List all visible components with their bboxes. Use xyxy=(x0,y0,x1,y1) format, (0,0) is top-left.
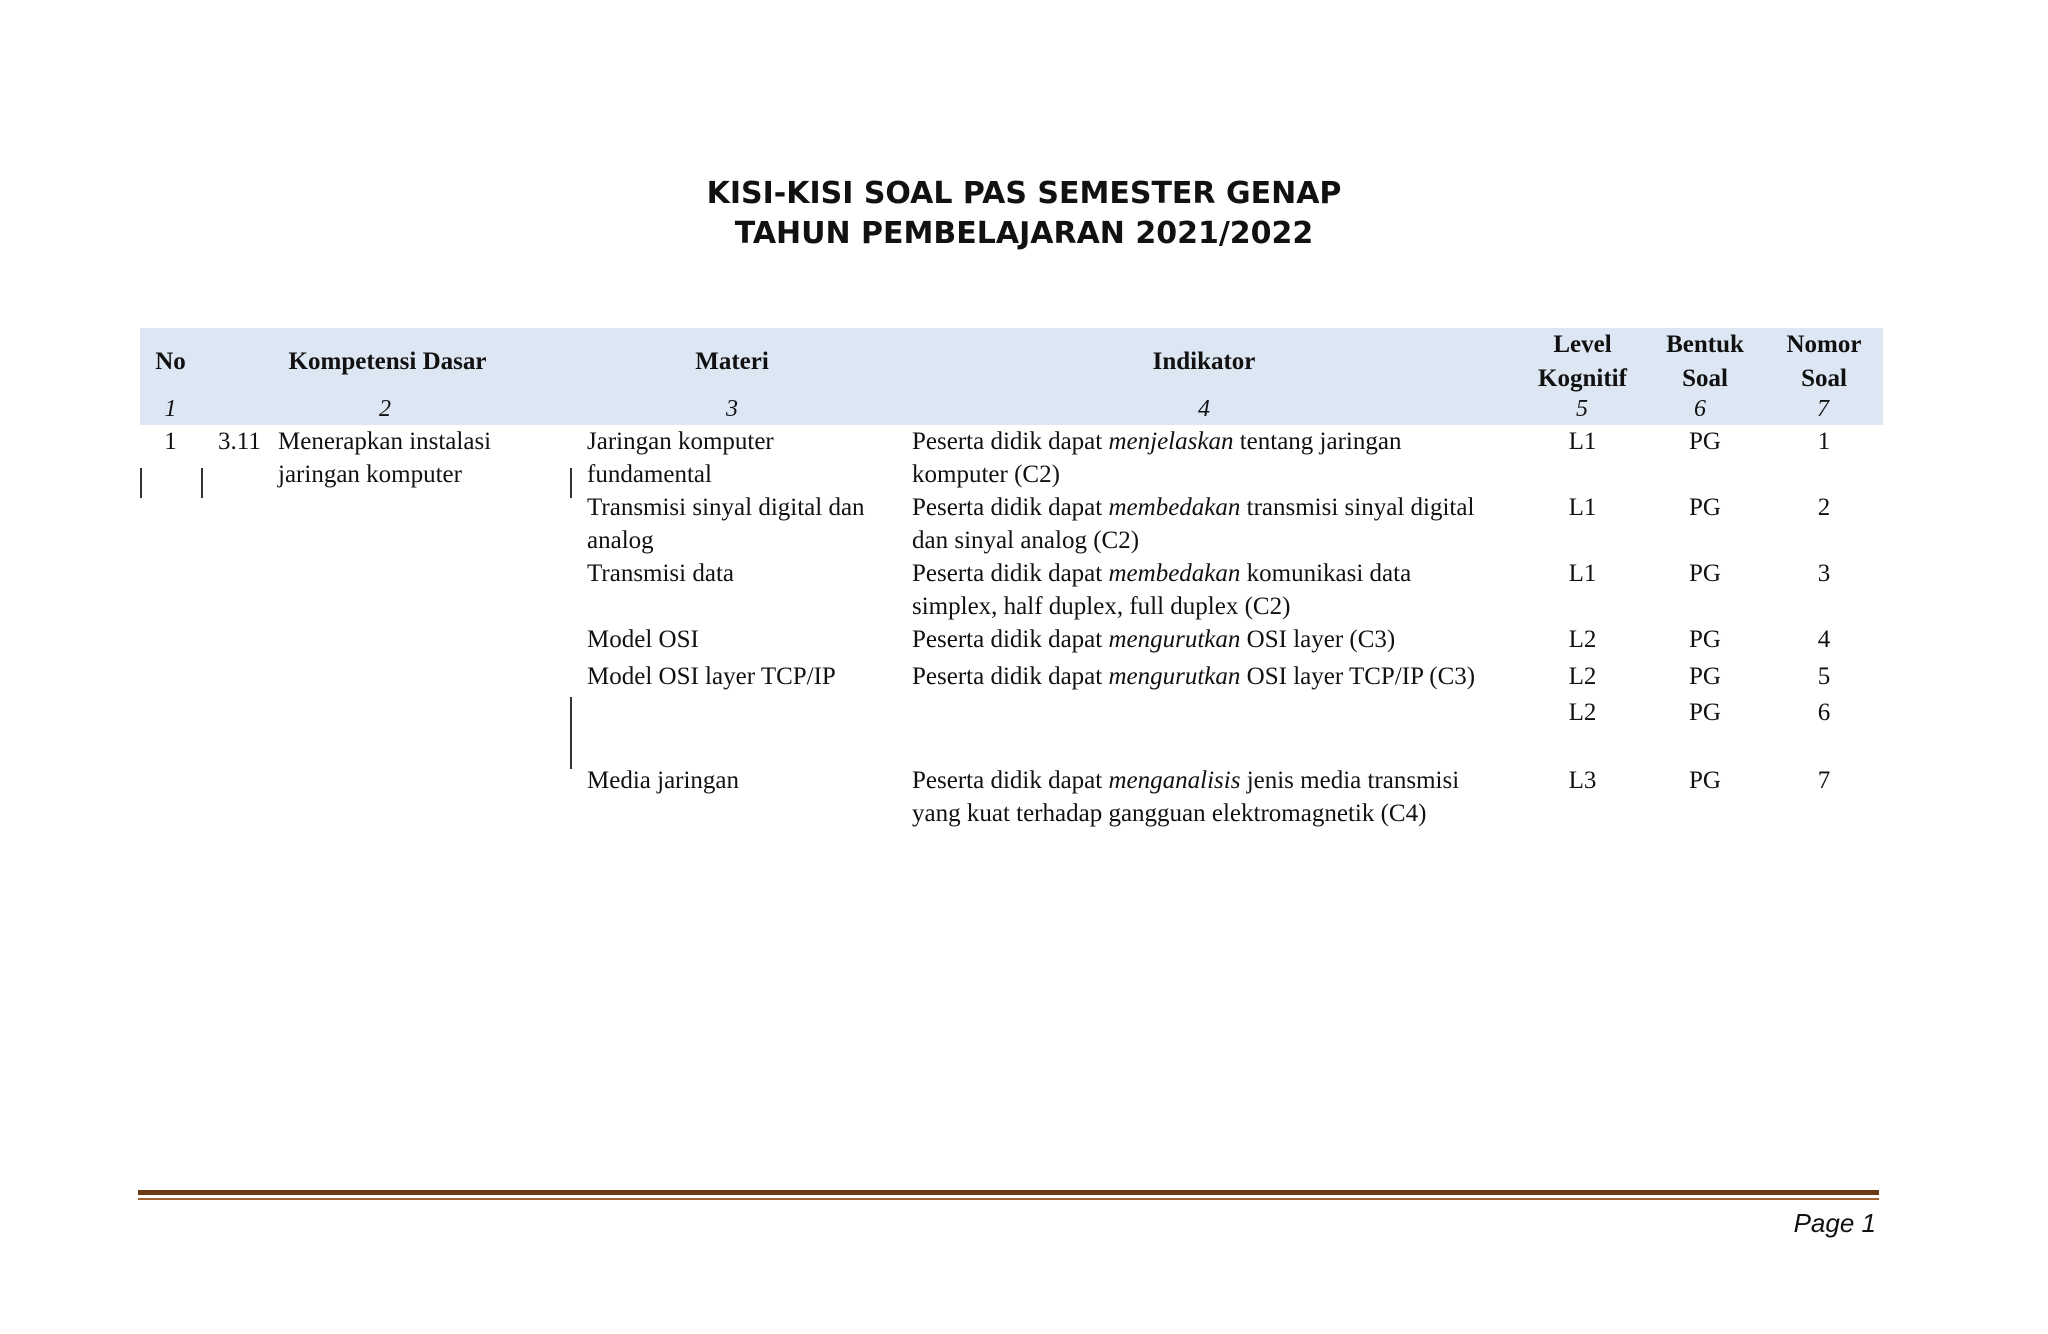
table-border-mark xyxy=(140,468,142,498)
indikator-4-line1: Peserta didik dapat mengurutkan OSI layer (C3) xyxy=(912,626,1396,653)
nomor-7: 7 xyxy=(1817,767,1831,794)
bentuk-4: PG xyxy=(1689,626,1721,653)
nomor-3: 3 xyxy=(1817,560,1831,587)
indikator-7-line1: Peserta didik dapat menganalisis jenis media transmisi xyxy=(912,767,1460,794)
bentuk-7: PG xyxy=(1689,767,1721,794)
header-no: No xyxy=(155,348,186,375)
bentuk-2: PG xyxy=(1689,494,1721,521)
header-bentuk-line2: Soal xyxy=(1682,365,1728,392)
indikator-5-line1: Peserta didik dapat mengurutkan OSI layer TCP/IP (C3) xyxy=(912,663,1476,690)
level-5: L2 xyxy=(1568,663,1597,690)
bentuk-6: PG xyxy=(1689,699,1721,726)
level-1: L1 xyxy=(1568,428,1597,455)
header-nomor-line1: Nomor xyxy=(1786,331,1862,358)
bentuk-3: PG xyxy=(1689,560,1721,587)
header-level-line2: Kognitif xyxy=(1538,365,1627,392)
level-6: L2 xyxy=(1568,699,1597,726)
col-number-6: 6 xyxy=(1694,396,1706,422)
col-number-1: 1 xyxy=(164,396,177,422)
footer-rule xyxy=(138,1190,1879,1195)
nomor-4: 4 xyxy=(1817,626,1831,653)
bentuk-5: PG xyxy=(1689,663,1721,690)
materi-4-line1: Model OSI xyxy=(587,626,699,653)
col-number-7: 7 xyxy=(1817,396,1829,422)
indikator-7-line2: yang kuat terhadap gangguan elektromagnetik (C4) xyxy=(912,800,1427,827)
row-no: 1 xyxy=(164,428,177,455)
kd-code: 3.11 xyxy=(218,428,261,455)
footer-rule-thin xyxy=(138,1198,1879,1200)
nomor-1: 1 xyxy=(1817,428,1831,455)
kd-text-line2: jaringan komputer xyxy=(278,461,462,488)
materi-2-line1: Transmisi sinyal digital dan xyxy=(587,494,865,521)
header-level-line1: Level xyxy=(1553,331,1612,358)
header-kompetensi-dasar: Kompetensi Dasar xyxy=(288,348,487,375)
indikator-1-line2: komputer (C2) xyxy=(912,461,1060,488)
materi-5-line1: Model OSI layer TCP/IP xyxy=(587,663,836,690)
page-number: Page 1 xyxy=(1793,1208,1876,1238)
table-border-mark xyxy=(570,468,572,498)
col-number-2: 2 xyxy=(379,396,391,422)
indikator-3-line2: simplex, half duplex, full duplex (C2) xyxy=(912,593,1291,620)
indikator-2-line2: dan sinyal analog (C2) xyxy=(912,527,1140,554)
header-nomor-line2: Soal xyxy=(1801,365,1847,392)
col-number-3: 3 xyxy=(726,396,738,422)
document-title xyxy=(0,174,2048,254)
nomor-6: 6 xyxy=(1817,699,1831,726)
header-materi: Materi xyxy=(695,348,769,375)
indikator-1-line1: Peserta didik dapat menjelaskan tentang jaringan xyxy=(912,428,1402,455)
indikator-2-line1: Peserta didik dapat membedakan transmisi sinyal digital xyxy=(912,494,1475,521)
level-7: L3 xyxy=(1568,767,1597,794)
bentuk-1: PG xyxy=(1689,428,1721,455)
level-2: L1 xyxy=(1568,494,1597,521)
materi-2-line2: analog xyxy=(587,527,654,554)
materi-1-line1: Jaringan komputer xyxy=(587,428,774,455)
table-border-mark xyxy=(570,697,572,769)
materi-1-line2: fundamental xyxy=(587,461,712,488)
level-4: L2 xyxy=(1568,626,1597,653)
nomor-5: 5 xyxy=(1817,663,1831,690)
nomor-2: 2 xyxy=(1817,494,1831,521)
header-indikator: Indikator xyxy=(1152,348,1256,375)
header-bentuk-line1: Bentuk xyxy=(1666,331,1744,358)
title-line-1: KISI-KISI SOAL PAS SEMESTER GENAP xyxy=(706,176,1342,211)
materi-7-line1: Media jaringan xyxy=(587,767,740,794)
title-line-2: TAHUN PEMBELAJARAN 2021/2022 xyxy=(734,216,1314,251)
materi-3-line1: Transmisi data xyxy=(587,560,734,587)
col-number-5: 5 xyxy=(1576,396,1588,422)
kd-text-line1: Menerapkan instalasi xyxy=(278,428,492,455)
indikator-3-line1: Peserta didik dapat membedakan komunikasi data xyxy=(912,560,1412,587)
level-3: L1 xyxy=(1568,560,1597,587)
col-number-4: 4 xyxy=(1198,396,1210,422)
table-border-mark xyxy=(201,468,203,498)
